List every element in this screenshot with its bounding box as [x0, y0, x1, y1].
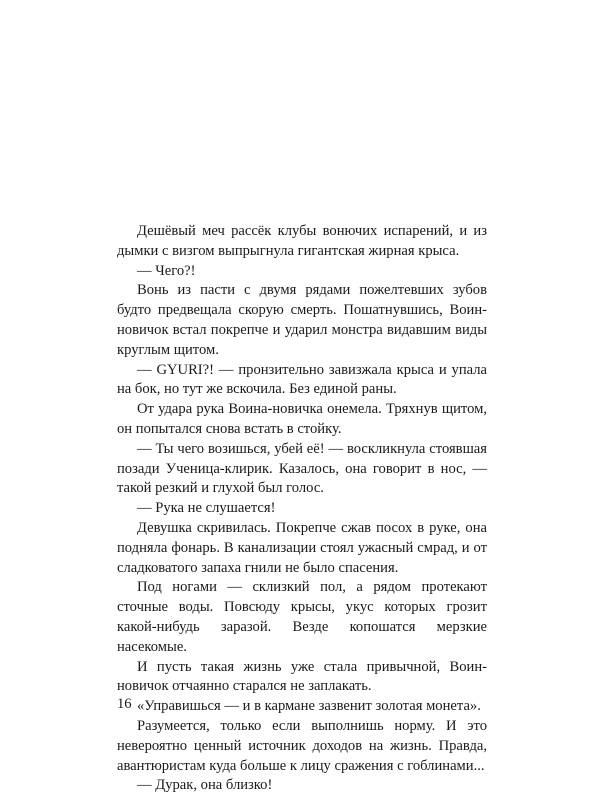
page-number: 16: [117, 696, 132, 712]
paragraph: «Управишься — и в кармане зазвенит золотая монета».: [137, 698, 481, 715]
paragraph: Девушка скривилась. Покрепче сжав посох в руке, она подняла фонарь. В канализации стоял ужасный смрад, и от сладковатого запаха гнили не было спасения.: [117, 519, 487, 576]
paragraph: Дешёвый меч рассёк клубы вонючих испарений, и из дымки с визгом выпрыгнула гигантская жирная крыса.: [117, 223, 487, 259]
paragraph: — Чего?!: [137, 262, 196, 279]
paragraph: Вонь из пасти с двумя рядами пожелтевших зубов будто предвещала скорую смерть. Пошатнувшись, Воин-новичок встал покрепче и ударил монстра видавшим виды круглым щитом.: [117, 282, 487, 358]
paragraph: И пусть такая жизнь уже стала привычной, Воин-новичок отчаянно старался не заплакать.: [117, 658, 487, 695]
body-text: [117, 222, 487, 796]
paragraph: — Ты чего возишься, убей её! — воскликнула стоявшая позади Ученица-клирик. Казалось, она говорит в нос, — такой резкий и глухой был голос.: [117, 440, 487, 497]
paragraph: Разумеется, только если выполнишь норму. И это невероятно ценный источник доходов на жизнь. Правда, авантюристам куда больше к лицу сражения с гоблинами...: [117, 717, 487, 774]
paragraph: От удара рука Воина-новичка онемела. Тряхнув щитом, он попытался снова встать в стойку.: [117, 401, 487, 437]
paragraph: Под ногами — склизкий пол, а рядом протекают сточные воды. Повсюду крысы, укус которых грозит какой-нибудь заразой. Везде копошатся мерзкие насекомые.: [117, 579, 487, 655]
paragraph: — Рука не слушается!: [137, 500, 276, 517]
paragraph: — Дурак, она близко!: [137, 777, 273, 794]
paragraph: — GYURI?! — пронзительно завизжала крыса и упала на бок, но тут же вскочила. Без единой раны.: [117, 361, 487, 398]
